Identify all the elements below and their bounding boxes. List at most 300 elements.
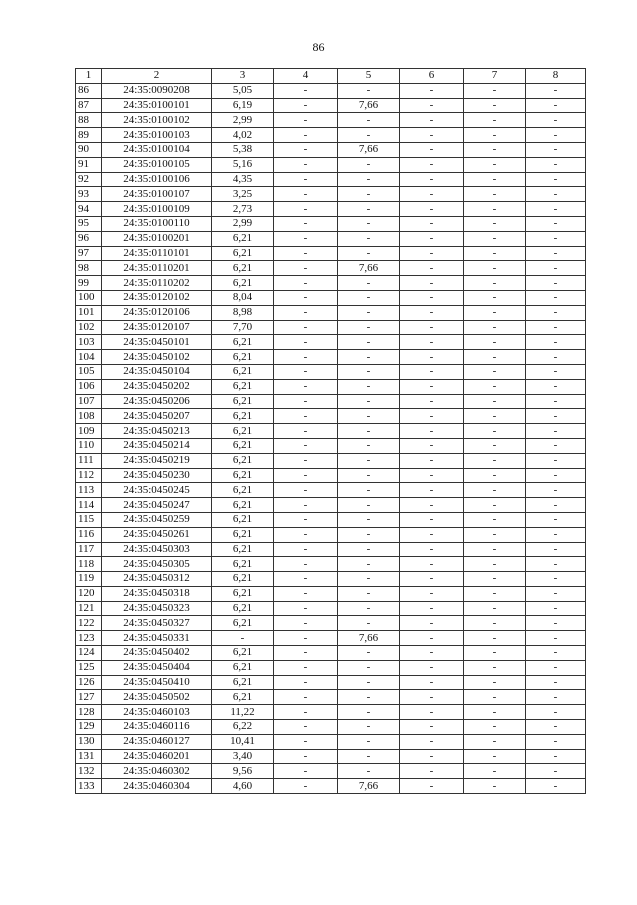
value-3-cell: 6,21 — [212, 542, 274, 557]
table-row — [76, 646, 586, 661]
cadastral-number-cell: 24:35:0450206 — [102, 394, 212, 409]
value-8-cell: - — [526, 216, 586, 231]
table-row — [76, 113, 586, 128]
value-6-cell: - — [400, 364, 464, 379]
value-5-cell: - — [338, 216, 400, 231]
cadastral-number-cell: 24:35:0110101 — [102, 246, 212, 261]
value-6-cell: - — [400, 527, 464, 542]
value-4-cell: - — [274, 172, 338, 187]
value-4-cell: - — [274, 616, 338, 631]
row-number-cell: 92 — [76, 172, 102, 187]
value-5-cell: - — [338, 379, 400, 394]
row-number-cell: 100 — [76, 290, 102, 305]
table-body — [76, 83, 586, 793]
value-4-cell: - — [274, 142, 338, 157]
value-8-cell: - — [526, 379, 586, 394]
value-3-cell: 6,21 — [212, 483, 274, 498]
value-6-cell: - — [400, 172, 464, 187]
row-number-cell: 133 — [76, 779, 102, 794]
cadastral-number-cell: 24:35:0100109 — [102, 202, 212, 217]
value-7-cell: - — [464, 779, 526, 794]
value-4-cell: - — [274, 187, 338, 202]
value-5-cell: - — [338, 646, 400, 661]
row-number-cell: 105 — [76, 364, 102, 379]
value-5-cell: - — [338, 675, 400, 690]
table-row — [76, 364, 586, 379]
value-6-cell: - — [400, 113, 464, 128]
value-3-cell: 6,21 — [212, 276, 274, 291]
value-4-cell: - — [274, 83, 338, 98]
value-4-cell: - — [274, 468, 338, 483]
row-number-cell: 129 — [76, 720, 102, 735]
cadastral-number-cell: 24:35:0100110 — [102, 216, 212, 231]
table-row — [76, 690, 586, 705]
row-number-cell: 110 — [76, 438, 102, 453]
value-6-cell: - — [400, 83, 464, 98]
table-header-row — [76, 69, 586, 84]
value-5-cell: - — [338, 394, 400, 409]
value-3-cell: 4,02 — [212, 128, 274, 143]
value-6-cell: - — [400, 216, 464, 231]
value-7-cell: - — [464, 335, 526, 350]
value-5-cell: - — [338, 128, 400, 143]
value-6-cell: - — [400, 320, 464, 335]
value-7-cell: - — [464, 512, 526, 527]
value-6-cell: - — [400, 660, 464, 675]
row-number-cell: 124 — [76, 646, 102, 661]
value-8-cell: - — [526, 660, 586, 675]
value-8-cell: - — [526, 364, 586, 379]
value-6-cell: - — [400, 305, 464, 320]
row-number-cell: 120 — [76, 586, 102, 601]
table-row — [76, 542, 586, 557]
value-4-cell: - — [274, 335, 338, 350]
value-7-cell: - — [464, 616, 526, 631]
value-3-cell: 8,98 — [212, 305, 274, 320]
value-6-cell: - — [400, 202, 464, 217]
value-5-cell: - — [338, 734, 400, 749]
value-7-cell: - — [464, 557, 526, 572]
value-4-cell: - — [274, 749, 338, 764]
table-row — [76, 601, 586, 616]
value-8-cell: - — [526, 172, 586, 187]
value-5-cell: - — [338, 276, 400, 291]
cadastral-number-cell: 24:35:0450102 — [102, 350, 212, 365]
value-6-cell: - — [400, 601, 464, 616]
cadastral-number-cell: 24:35:0450410 — [102, 675, 212, 690]
value-5-cell: - — [338, 202, 400, 217]
value-5-cell: - — [338, 468, 400, 483]
value-8-cell: - — [526, 335, 586, 350]
value-6-cell: - — [400, 675, 464, 690]
value-3-cell: 6,21 — [212, 379, 274, 394]
column-header-6: 6 — [400, 69, 464, 84]
table-row — [76, 231, 586, 246]
value-7-cell: - — [464, 542, 526, 557]
cadastral-number-cell: 24:35:0450230 — [102, 468, 212, 483]
row-number-cell: 106 — [76, 379, 102, 394]
value-7-cell: - — [464, 157, 526, 172]
table-row — [76, 631, 586, 646]
value-3-cell: 3,40 — [212, 749, 274, 764]
value-4-cell: - — [274, 438, 338, 453]
row-number-cell: 128 — [76, 705, 102, 720]
value-8-cell: - — [526, 483, 586, 498]
value-6-cell: - — [400, 734, 464, 749]
cadastral-number-cell: 24:35:0450312 — [102, 572, 212, 587]
value-6-cell: - — [400, 512, 464, 527]
value-7-cell: - — [464, 498, 526, 513]
row-number-cell: 122 — [76, 616, 102, 631]
value-8-cell: - — [526, 720, 586, 735]
value-5-cell: - — [338, 572, 400, 587]
value-4-cell: - — [274, 320, 338, 335]
row-number-cell: 104 — [76, 350, 102, 365]
value-5-cell: - — [338, 187, 400, 202]
value-7-cell: - — [464, 98, 526, 113]
table-row — [76, 468, 586, 483]
cadastral-number-cell: 24:35:0450404 — [102, 660, 212, 675]
value-3-cell: 6,21 — [212, 512, 274, 527]
value-7-cell: - — [464, 453, 526, 468]
value-5-cell: - — [338, 512, 400, 527]
page-number: 86 — [312, 40, 325, 54]
value-4-cell: - — [274, 601, 338, 616]
value-4-cell: - — [274, 113, 338, 128]
value-6-cell: - — [400, 453, 464, 468]
value-8-cell: - — [526, 83, 586, 98]
value-6-cell: - — [400, 749, 464, 764]
value-5-cell: - — [338, 157, 400, 172]
row-number-cell: 90 — [76, 142, 102, 157]
value-6-cell: - — [400, 438, 464, 453]
value-7-cell: - — [464, 586, 526, 601]
cadastral-number-cell: 24:35:0100201 — [102, 231, 212, 246]
value-3-cell: 6,21 — [212, 660, 274, 675]
value-3-cell: 6,21 — [212, 350, 274, 365]
value-6-cell: - — [400, 246, 464, 261]
value-6-cell: - — [400, 468, 464, 483]
table-row — [76, 157, 586, 172]
table-row — [76, 424, 586, 439]
value-4-cell: - — [274, 379, 338, 394]
value-7-cell: - — [464, 276, 526, 291]
table-row — [76, 261, 586, 276]
value-4-cell: - — [274, 483, 338, 498]
value-7-cell: - — [464, 705, 526, 720]
table-row — [76, 705, 586, 720]
table-row — [76, 172, 586, 187]
table-row — [76, 557, 586, 572]
value-7-cell: - — [464, 202, 526, 217]
value-5-cell: - — [338, 705, 400, 720]
table-row — [76, 142, 586, 157]
value-8-cell: - — [526, 616, 586, 631]
table-row — [76, 305, 586, 320]
value-5-cell: 7,66 — [338, 98, 400, 113]
value-7-cell: - — [464, 468, 526, 483]
value-5-cell: - — [338, 172, 400, 187]
value-7-cell: - — [464, 527, 526, 542]
value-4-cell: - — [274, 660, 338, 675]
value-3-cell: 6,21 — [212, 586, 274, 601]
row-number-cell: 91 — [76, 157, 102, 172]
row-number-cell: 101 — [76, 305, 102, 320]
table-row — [76, 779, 586, 794]
row-number-cell: 117 — [76, 542, 102, 557]
value-7-cell: - — [464, 83, 526, 98]
value-3-cell: 5,05 — [212, 83, 274, 98]
value-8-cell: - — [526, 128, 586, 143]
value-5-cell: - — [338, 83, 400, 98]
table-row — [76, 246, 586, 261]
cadastral-number-cell: 24:35:0450247 — [102, 498, 212, 513]
value-6-cell: - — [400, 261, 464, 276]
value-5-cell: 7,66 — [338, 261, 400, 276]
value-7-cell: - — [464, 246, 526, 261]
cadastral-number-cell: 24:35:0450104 — [102, 364, 212, 379]
cadastral-number-cell: 24:35:0100107 — [102, 187, 212, 202]
value-5-cell: - — [338, 542, 400, 557]
value-8-cell: - — [526, 276, 586, 291]
value-7-cell: - — [464, 364, 526, 379]
table-row — [76, 586, 586, 601]
value-3-cell: 6,21 — [212, 409, 274, 424]
value-4-cell: - — [274, 498, 338, 513]
value-5-cell: - — [338, 616, 400, 631]
table-row — [76, 320, 586, 335]
cadastral-number-cell: 24:35:0460201 — [102, 749, 212, 764]
value-7-cell: - — [464, 483, 526, 498]
value-5-cell: - — [338, 231, 400, 246]
cadastral-number-cell: 24:35:0460304 — [102, 779, 212, 794]
value-3-cell: 9,56 — [212, 764, 274, 779]
cadastral-number-cell: 24:35:0450305 — [102, 557, 212, 572]
value-3-cell: 6,21 — [212, 601, 274, 616]
registry-table — [75, 68, 586, 794]
value-7-cell: - — [464, 113, 526, 128]
table-row — [76, 498, 586, 513]
row-number-cell: 121 — [76, 601, 102, 616]
value-5-cell: - — [338, 601, 400, 616]
table-row — [76, 720, 586, 735]
value-6-cell: - — [400, 483, 464, 498]
cadastral-number-cell: 24:35:0460127 — [102, 734, 212, 749]
value-7-cell: - — [464, 350, 526, 365]
value-5-cell: - — [338, 483, 400, 498]
value-3-cell: 3,25 — [212, 187, 274, 202]
value-4-cell: - — [274, 557, 338, 572]
value-7-cell: - — [464, 409, 526, 424]
value-4-cell: - — [274, 350, 338, 365]
value-3-cell: 6,21 — [212, 468, 274, 483]
value-5-cell: - — [338, 764, 400, 779]
row-number-cell: 103 — [76, 335, 102, 350]
value-3-cell: 6,21 — [212, 438, 274, 453]
value-7-cell: - — [464, 720, 526, 735]
row-number-cell: 108 — [76, 409, 102, 424]
table-row — [76, 453, 586, 468]
cadastral-number-cell: 24:35:0110201 — [102, 261, 212, 276]
value-8-cell: - — [526, 764, 586, 779]
row-number-cell: 109 — [76, 424, 102, 439]
value-6-cell: - — [400, 350, 464, 365]
value-8-cell: - — [526, 113, 586, 128]
value-5-cell: - — [338, 424, 400, 439]
value-5-cell: - — [338, 557, 400, 572]
table-row — [76, 290, 586, 305]
row-number-cell: 107 — [76, 394, 102, 409]
value-4-cell: - — [274, 128, 338, 143]
value-6-cell: - — [400, 424, 464, 439]
value-5-cell: - — [338, 720, 400, 735]
value-4-cell: - — [274, 409, 338, 424]
row-number-cell: 116 — [76, 527, 102, 542]
column-header-4: 4 — [274, 69, 338, 84]
value-4-cell: - — [274, 646, 338, 661]
value-5-cell: - — [338, 246, 400, 261]
value-7-cell: - — [464, 394, 526, 409]
cadastral-number-cell: 24:35:0120102 — [102, 290, 212, 305]
value-8-cell: - — [526, 290, 586, 305]
row-number-cell: 119 — [76, 572, 102, 587]
row-number-cell: 112 — [76, 468, 102, 483]
row-number-cell: 98 — [76, 261, 102, 276]
cadastral-number-cell: 24:35:0110202 — [102, 276, 212, 291]
value-6-cell: - — [400, 542, 464, 557]
row-number-cell: 89 — [76, 128, 102, 143]
value-6-cell: - — [400, 231, 464, 246]
value-3-cell: 6,19 — [212, 98, 274, 113]
row-number-cell: 126 — [76, 675, 102, 690]
value-4-cell: - — [274, 231, 338, 246]
value-3-cell: 6,22 — [212, 720, 274, 735]
value-5-cell: - — [338, 690, 400, 705]
value-8-cell: - — [526, 187, 586, 202]
value-4-cell: - — [274, 779, 338, 794]
value-3-cell: 6,21 — [212, 453, 274, 468]
row-number-cell: 111 — [76, 453, 102, 468]
cadastral-number-cell: 24:35:0450318 — [102, 586, 212, 601]
value-8-cell: - — [526, 586, 586, 601]
row-number-cell: 93 — [76, 187, 102, 202]
value-3-cell: 6,21 — [212, 690, 274, 705]
value-8-cell: - — [526, 631, 586, 646]
table-row — [76, 616, 586, 631]
table-row — [76, 734, 586, 749]
value-4-cell: - — [274, 394, 338, 409]
value-5-cell: - — [338, 350, 400, 365]
value-7-cell: - — [464, 305, 526, 320]
value-3-cell: 6,21 — [212, 557, 274, 572]
column-header-7: 7 — [464, 69, 526, 84]
value-8-cell: - — [526, 305, 586, 320]
value-6-cell: - — [400, 498, 464, 513]
table-row — [76, 83, 586, 98]
value-5-cell: - — [338, 364, 400, 379]
cadastral-number-cell: 24:35:0450219 — [102, 453, 212, 468]
value-6-cell: - — [400, 646, 464, 661]
value-4-cell: - — [274, 202, 338, 217]
value-8-cell: - — [526, 98, 586, 113]
value-8-cell: - — [526, 142, 586, 157]
row-number-cell: 115 — [76, 512, 102, 527]
value-3-cell: 8,04 — [212, 290, 274, 305]
value-7-cell: - — [464, 675, 526, 690]
value-7-cell: - — [464, 320, 526, 335]
value-4-cell: - — [274, 290, 338, 305]
row-number-cell: 88 — [76, 113, 102, 128]
table-row — [76, 512, 586, 527]
value-3-cell: 6,21 — [212, 424, 274, 439]
cadastral-number-cell: 24:35:0450303 — [102, 542, 212, 557]
value-5-cell: - — [338, 113, 400, 128]
cadastral-number-cell: 24:35:0460103 — [102, 705, 212, 720]
value-4-cell: - — [274, 157, 338, 172]
table-row — [76, 350, 586, 365]
value-8-cell: - — [526, 498, 586, 513]
value-8-cell: - — [526, 734, 586, 749]
column-header-2: 2 — [102, 69, 212, 84]
value-6-cell: - — [400, 187, 464, 202]
value-8-cell: - — [526, 350, 586, 365]
value-4-cell: - — [274, 542, 338, 557]
table-row — [76, 660, 586, 675]
value-4-cell: - — [274, 764, 338, 779]
value-7-cell: - — [464, 631, 526, 646]
table-row — [76, 438, 586, 453]
value-7-cell: - — [464, 749, 526, 764]
value-5-cell: - — [338, 305, 400, 320]
value-5-cell: - — [338, 320, 400, 335]
value-5-cell: 7,66 — [338, 631, 400, 646]
value-7-cell: - — [464, 690, 526, 705]
column-header-1: 1 — [76, 69, 102, 84]
value-5-cell: - — [338, 660, 400, 675]
value-8-cell: - — [526, 557, 586, 572]
value-3-cell: 6,21 — [212, 231, 274, 246]
cadastral-number-cell: 24:35:0450261 — [102, 527, 212, 542]
cadastral-number-cell: 24:35:0100101 — [102, 98, 212, 113]
table-row — [76, 335, 586, 350]
row-number-cell: 123 — [76, 631, 102, 646]
row-number-cell: 113 — [76, 483, 102, 498]
value-8-cell: - — [526, 409, 586, 424]
value-7-cell: - — [464, 764, 526, 779]
value-4-cell: - — [274, 276, 338, 291]
cadastral-number-cell: 24:35:0460116 — [102, 720, 212, 735]
value-7-cell: - — [464, 438, 526, 453]
cadastral-number-cell: 24:35:0450101 — [102, 335, 212, 350]
cadastral-number-cell: 24:35:0120106 — [102, 305, 212, 320]
value-6-cell: - — [400, 335, 464, 350]
value-3-cell: 6,21 — [212, 364, 274, 379]
value-6-cell: - — [400, 290, 464, 305]
value-3-cell: 5,16 — [212, 157, 274, 172]
row-number-cell: 99 — [76, 276, 102, 291]
value-8-cell: - — [526, 542, 586, 557]
value-5-cell: - — [338, 290, 400, 305]
cadastral-number-cell: 24:35:0450502 — [102, 690, 212, 705]
value-4-cell: - — [274, 586, 338, 601]
value-7-cell: - — [464, 734, 526, 749]
row-number-cell: 114 — [76, 498, 102, 513]
cadastral-number-cell: 24:35:0120107 — [102, 320, 212, 335]
value-7-cell: - — [464, 216, 526, 231]
table-row — [76, 379, 586, 394]
value-6-cell: - — [400, 142, 464, 157]
value-6-cell: - — [400, 98, 464, 113]
